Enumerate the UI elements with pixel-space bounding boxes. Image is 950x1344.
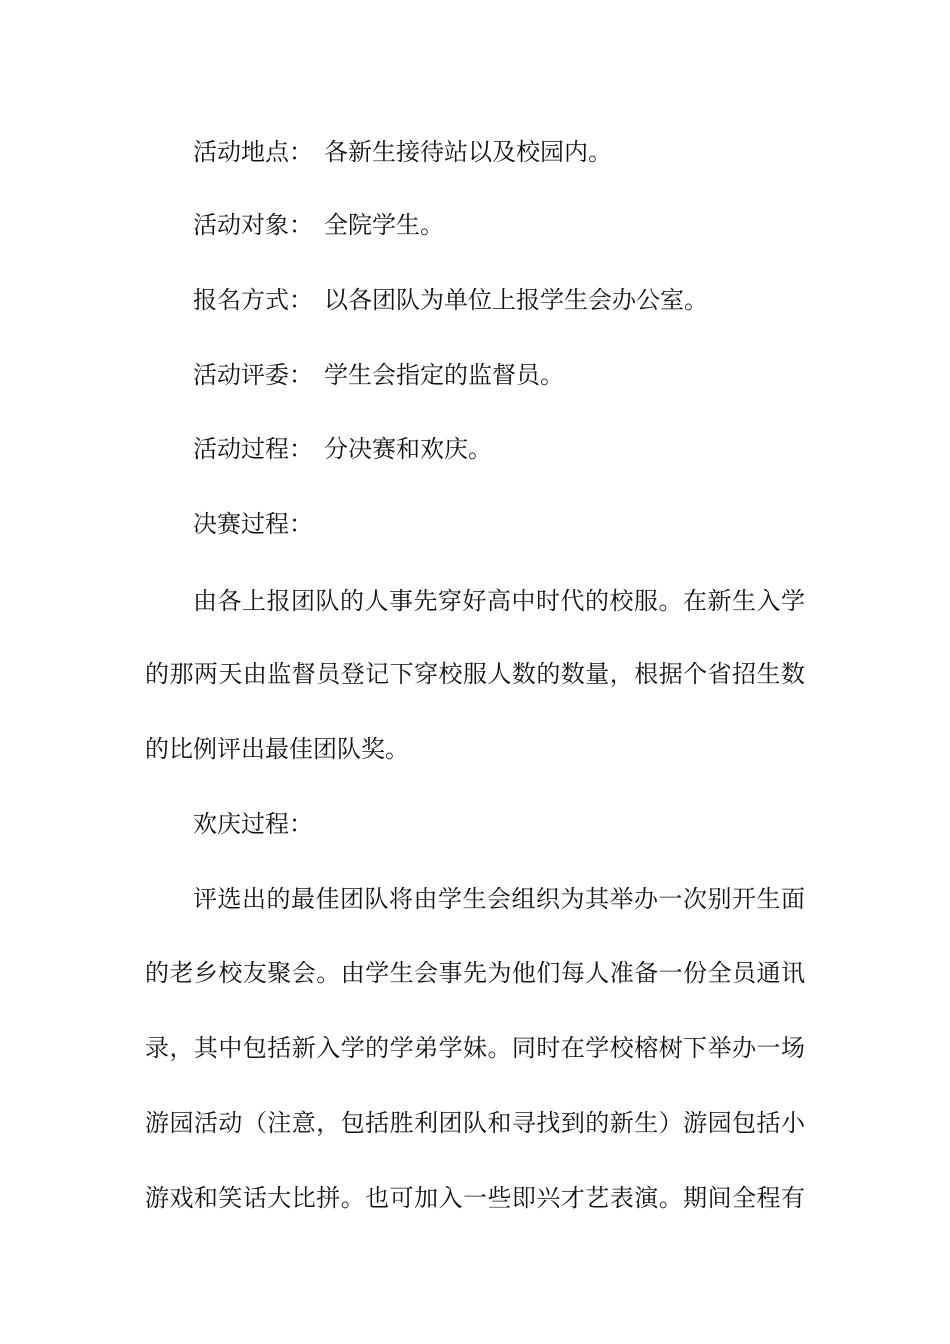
field-judges-label: 活动评委：	[193, 361, 313, 389]
field-location	[193, 134, 813, 170]
field-registration-label: 报名方式：	[193, 286, 313, 314]
field-audience-label: 活动对象：	[193, 211, 313, 239]
field-audience	[193, 207, 813, 243]
field-process	[193, 431, 813, 467]
field-location-value: 各新生接待站以及校园内。	[324, 138, 612, 166]
field-process-label: 活动过程：	[193, 435, 313, 463]
celebration-process-line-1: 评选出的最佳团队将由学生会组织为其举办一次别开生面	[193, 885, 805, 913]
celebration-process-line-4: 游园活动（注意，包括胜利团队和寻找到的新生）游园包括小	[145, 1109, 805, 1137]
celebration-process-line-3: 录，其中包括新入学的学弟学妹。同时在学校榕树下举办一场	[145, 1034, 805, 1062]
final-process-heading: 决赛过程：	[193, 510, 313, 538]
field-process-value: 分决赛和欢庆。	[324, 435, 492, 463]
field-judges	[193, 357, 813, 393]
final-process-line-1: 由各上报团队的人事先穿好高中时代的校服。在新生入学	[193, 587, 805, 615]
celebration-process-line-5: 游戏和笑话大比拼。也可加入一些即兴才艺表演。期间全程有	[145, 1184, 805, 1212]
field-judges-value: 学生会指定的监督员。	[324, 361, 564, 389]
field-registration-value: 以各团队为单位上报学生会办公室。	[324, 286, 708, 314]
field-registration	[193, 282, 813, 318]
final-process-line-2: 的那两天由监督员登记下穿校服人数的数量，根据个省招生数	[145, 660, 805, 688]
field-location-label: 活动地点：	[193, 138, 313, 166]
celebration-process-heading: 欢庆过程：	[193, 810, 313, 838]
field-audience-value: 全院学生。	[324, 211, 444, 239]
celebration-process-line-2: 的老乡校友聚会。由学生会事先为他们每人准备一份全员通讯	[145, 959, 805, 987]
final-process-line-3: 的比例评出最佳团队奖。	[145, 735, 409, 763]
